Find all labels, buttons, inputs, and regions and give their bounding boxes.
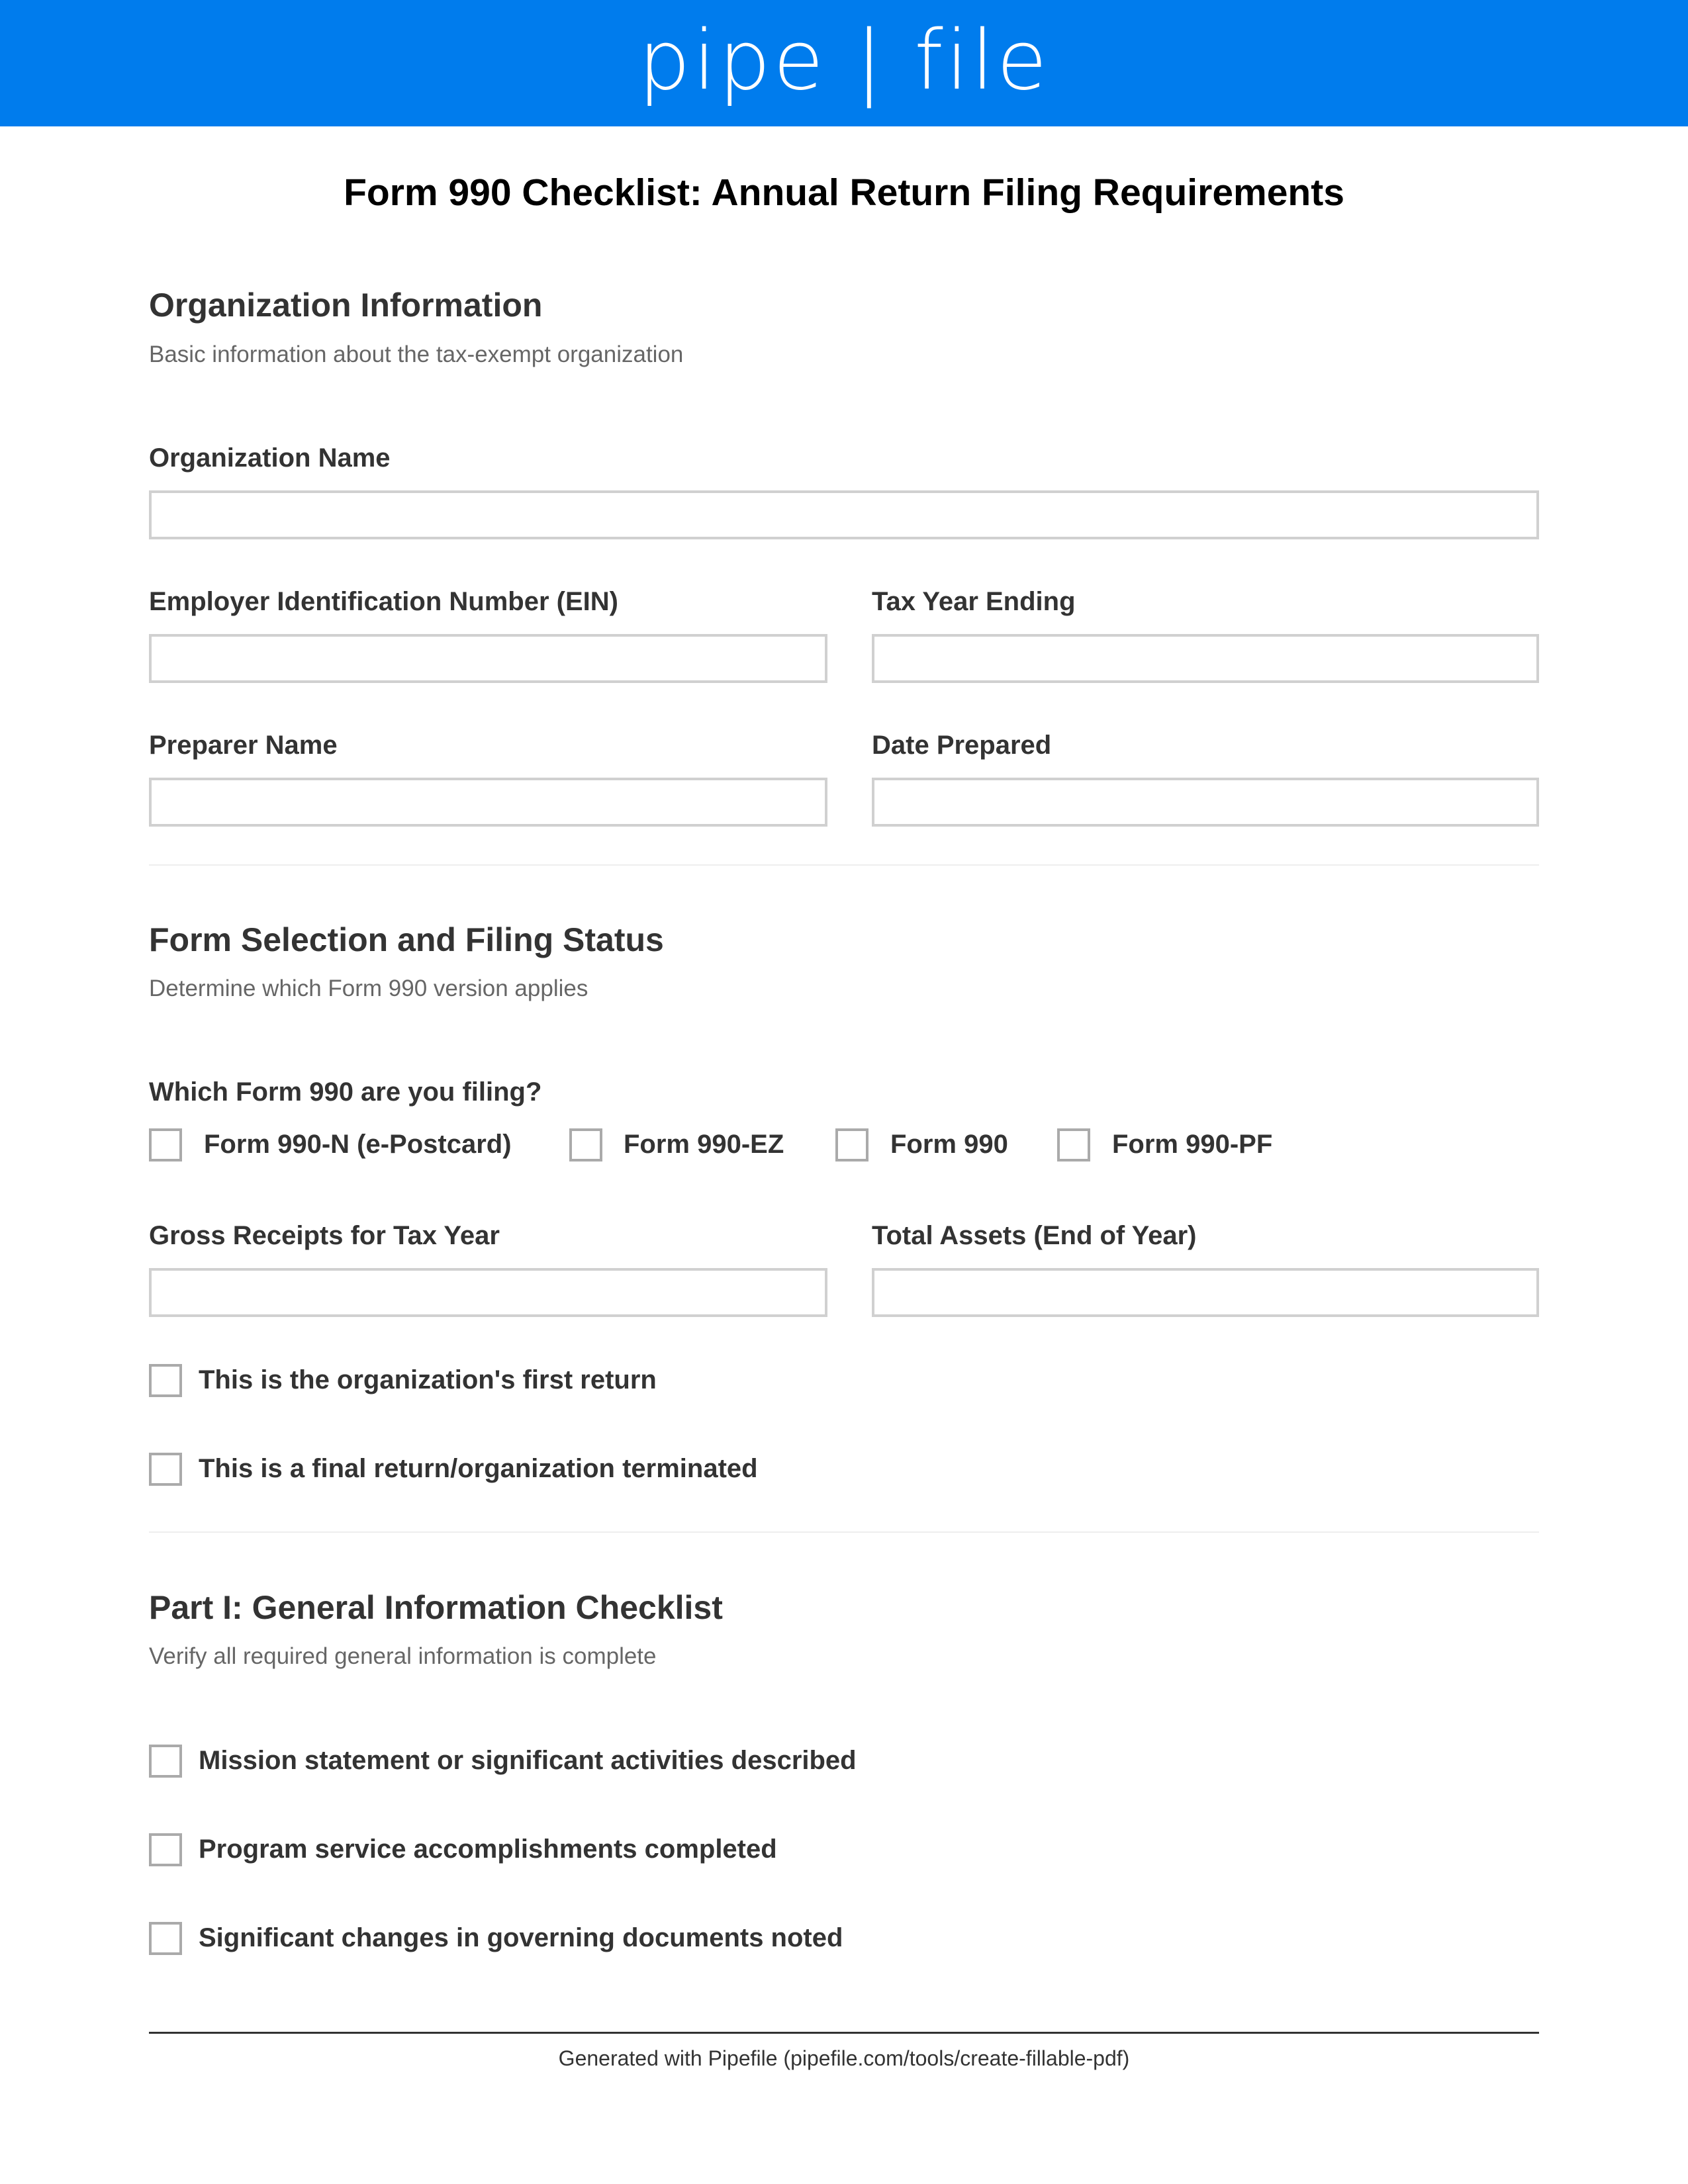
form-990-checkbox[interactable]: [835, 1128, 868, 1161]
first-return-label: This is the organization's first return: [199, 1365, 657, 1394]
final-return-label: This is a final return/organization terminated: [199, 1454, 758, 1483]
footer-text: Generated with Pipefile (pipefile.com/tools/create-fillable-pdf): [558, 2046, 1130, 2070]
ein-input[interactable]: [149, 634, 827, 683]
section-title-form-selection: Form Selection and Filing Status: [149, 921, 664, 958]
form-990-ez-checkbox[interactable]: [569, 1128, 602, 1161]
pipefile-logo: pipe | file: [638, 13, 1050, 109]
total-assets-input[interactable]: [872, 1268, 1539, 1317]
footer-rule: [149, 2032, 1539, 2034]
organization-name-input[interactable]: [149, 490, 1539, 539]
form-990-ez-label: Form 990-EZ: [624, 1130, 784, 1159]
section-subtitle-part-i: Verify all required general information is complete: [149, 1643, 657, 1669]
form-990-pf-label: Form 990-PF: [1112, 1130, 1273, 1159]
final-return-checkbox[interactable]: [149, 1453, 182, 1486]
form-990-pf-checkbox[interactable]: [1057, 1128, 1090, 1161]
gross-receipts-input[interactable]: [149, 1268, 827, 1317]
form-990-label: Form 990: [890, 1130, 1008, 1159]
section-divider: [149, 864, 1539, 866]
form-990-n-checkbox[interactable]: [149, 1128, 182, 1161]
section-title-organization-information: Organization Information: [149, 287, 543, 324]
form-990-n-label: Form 990-N (e-Postcard): [204, 1130, 512, 1159]
governing-documents-label: Significant changes in governing documents noted: [199, 1923, 843, 1952]
date-prepared-label: Date Prepared: [872, 731, 1052, 760]
organization-name-label: Organization Name: [149, 443, 391, 473]
mission-statement-label: Mission statement or significant activities described: [199, 1746, 857, 1775]
total-assets-label: Total Assets (End of Year): [872, 1221, 1197, 1250]
first-return-checkbox[interactable]: [149, 1364, 182, 1397]
gross-receipts-label: Gross Receipts for Tax Year: [149, 1221, 500, 1250]
mission-statement-checkbox[interactable]: [149, 1745, 182, 1778]
ein-label: Employer Identification Number (EIN): [149, 587, 618, 616]
program-accomplishments-label: Program service accomplishments completed: [199, 1835, 777, 1864]
document-title: Form 990 Checklist: Annual Return Filing Requirements: [344, 171, 1344, 214]
tax-year-ending-label: Tax Year Ending: [872, 587, 1076, 616]
form-question-label: Which Form 990 are you filing?: [149, 1077, 542, 1107]
program-accomplishments-checkbox[interactable]: [149, 1833, 182, 1866]
section-title-part-i: Part I: General Information Checklist: [149, 1589, 723, 1626]
tax-year-ending-input[interactable]: [872, 634, 1539, 683]
header-banner: [0, 0, 1688, 126]
section-subtitle-organization-information: Basic information about the tax-exempt organization: [149, 341, 684, 367]
governing-documents-checkbox[interactable]: [149, 1922, 182, 1955]
date-prepared-input[interactable]: [872, 778, 1539, 827]
section-divider: [149, 1531, 1539, 1533]
preparer-name-input[interactable]: [149, 778, 827, 827]
preparer-name-label: Preparer Name: [149, 731, 338, 760]
section-subtitle-form-selection: Determine which Form 990 version applies: [149, 976, 588, 1001]
